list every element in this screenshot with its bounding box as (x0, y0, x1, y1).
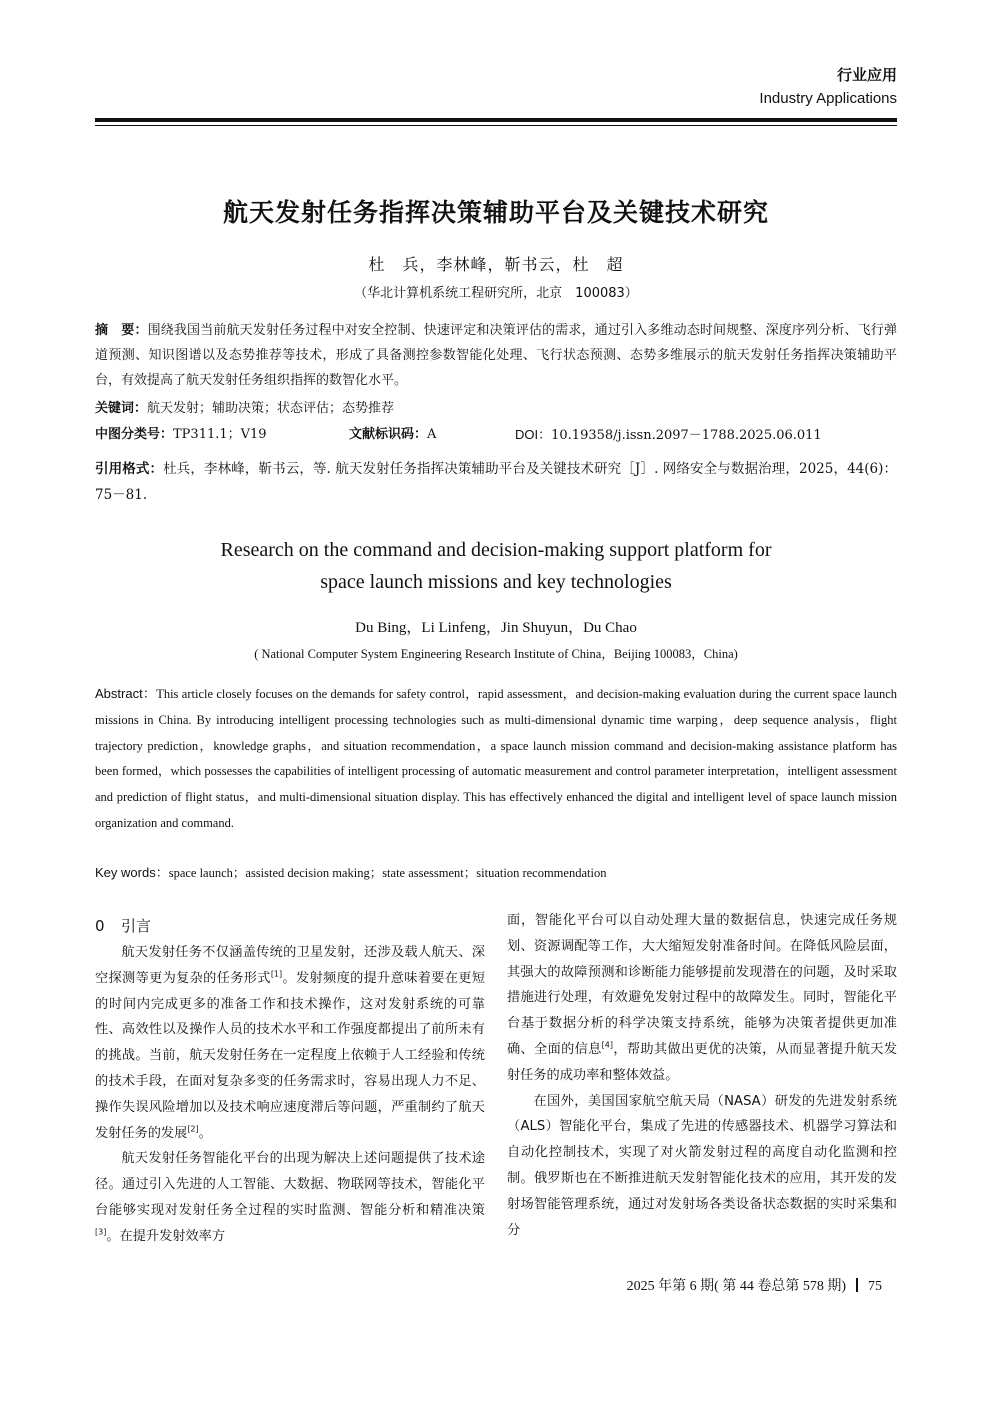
citation-label: 引用格式： (95, 461, 164, 477)
paper-title-cn: 航天发射任务指挥决策辅助平台及关键技术研究 (222, 198, 769, 227)
citation (95, 456, 897, 508)
header-rule-thin (95, 125, 897, 126)
journal-section-en: Industry Applications (759, 90, 897, 107)
page-footer (627, 1275, 882, 1295)
text-run: 航天发射任务不仅涵盖传统的卫星发射，还涉及载人航天、深空探测等更为复杂的任务形式 (95, 945, 485, 986)
clc-code (95, 422, 267, 447)
citation-ref: [1] (270, 969, 283, 979)
issue-info: 2025 年第 6 期( 第 44 卷总第 578 期) (626, 1279, 846, 1294)
citation-ref: [2] (187, 1124, 199, 1134)
doc-label: 文献标识码： (349, 427, 428, 442)
text-run: 面，智能化平台可以自动处理大量的数据信息，快速完成任务规划、资源调配等工作，大大缩短发射准备时间。在降低风险层面，其强大的故障预测和诊断能力能够提前发现潜在的问题，及时采取措施进行处理，有效避免发射过程中的故障发生。同时，智能化平台基于数据分析的科学决策支持系统，能够为决策者提供更加准确、全面的信息 (507, 913, 897, 1057)
classification-row (95, 422, 897, 447)
doi (515, 422, 822, 448)
keywords-cn-text: 航天发射；辅助决策；状态评估；态势推荐 (147, 401, 395, 416)
paper-title-en-line2: space launch missions and key technologies (320, 571, 672, 593)
authors-en: Du Bing，Li Linfeng，Jin Shuyun，Du Chao (355, 620, 637, 636)
citation-ref: [4] (601, 1040, 614, 1050)
header-rule-thick (95, 118, 897, 122)
paper-title-en-line1: Research on the command and decision-making support platform for (220, 539, 772, 561)
body-paragraph (507, 908, 897, 1089)
abstract-cn-text: 围绕我国当前航天发射任务过程中对安全控制、快速评定和决策评估的需求，通过引入多维动态时间规整、深度序列分析、飞行弹道预测、知识图谱以及态势推荐等技术，形成了具备测控参数智能化处理、飞行状态预测、态势多维展示的航天发射任务指挥决策辅助平台，有效提高了航天发射任务组织指挥的数智化水平。 (95, 323, 897, 388)
keywords-cn (95, 396, 897, 421)
doc-value: A (427, 427, 437, 442)
text-run: 。发射频度的提升意味着要在更短的时间内完成更多的准备工作和技术操作，这对发射系统的可靠性、高效性以及操作人员的技术水平和工作强度都提出了前所未有的挑战。当前，航天发射任务在一定程度上依赖于人工经验和传统的技术手段，在面对复杂多变的任务需求时，容易出现人力不足、操作失误风险增加以及技术响应速度滞后等问题，严重制约了航天发射任务的发展 (95, 970, 486, 1141)
citation-text: 杜兵，李林峰，靳书云，等. 航天发射任务指挥决策辅助平台及关键技术研究［J］. 网络安全与数据治理，2025，44(6)：75－81. (95, 461, 898, 503)
affiliation-cn: （华北计算机系统工程研究所，北京 100083） (354, 286, 638, 301)
text-run: 在国外，美国国家航空航天局（NASA）研发的先进发射系统（ALS）智能化平台，集成了先进的传感器技术、机器学习算法和自动化控制技术，实现了对火箭发射过程的高度自动化监测和控制。俄罗斯也在不断推进航天发射智能化技术的应用，其开发的发射场智能管理系统，通过对发射场各类设备状态数据的实时采集和分 (507, 1093, 897, 1238)
body-paragraph (95, 940, 485, 1146)
body-column-left (95, 912, 485, 1250)
keywords-cn-label: 关键词： (95, 401, 148, 416)
text-run: 航天发射任务智能化平台的出现为解决上述问题提供了技术途径。通过引入先进的人工智能、大数据、物联网等技术，智能化平台能够实现对发射任务全过程的实时监测、智能分析和精准决策 (95, 1151, 485, 1218)
body-paragraph (95, 1146, 485, 1249)
doc-code (349, 422, 436, 447)
doi-label: DOI： (515, 427, 552, 442)
clc-value: TP311.1；V19 (173, 427, 267, 442)
text-run: 。在提升发射效率方 (106, 1228, 226, 1244)
section-title: 引言 (121, 917, 152, 935)
text-run: ，帮助其做出更优的决策，从而显著提升航天发射任务的成功率和整体效益。 (507, 1041, 898, 1083)
abstract-cn (95, 318, 897, 393)
keywords-en-label: Key words： (95, 865, 169, 880)
body-column-right (507, 908, 897, 1243)
abstract-cn-label: 摘 要： (95, 323, 148, 338)
abstract-en-label: Abstract： (95, 686, 157, 701)
doi-value: 10.19358/j.issn.2097－1788.2025.06.011 (551, 428, 822, 443)
journal-section-cn: 行业应用 (836, 66, 897, 84)
text-run: 。 (198, 1125, 212, 1141)
keywords-en-text: space launch；assisted decision making；state assessment；situation recommendation (168, 866, 607, 880)
abstract-en-text: This article closely focuses on the demands for safety control，rapid assessment，and decision-making evaluation during the current space launch missions in China. By introducing intelligent processing technologies such as multi-dimensional dynamic time warping，deep sequence analysis，flight trajectory prediction，knowledge graphs，and situation recommendation，a space launch mission command and decision-making assistance platform has been formed，which possesses the capabilities of intelligent processing of automatic measurement and control parameter interpretation，intelligent assessment and prediction of flight status，and multi-dimensional situation display. This has effectively enhanced the digital and intelligent level of space launch mission organization and command. (95, 687, 897, 830)
body-paragraph (507, 1089, 897, 1244)
section-number: 0 (95, 917, 105, 935)
clc-label: 中图分类号： (95, 427, 174, 442)
paper-title-en (95, 534, 897, 598)
keywords-en (95, 860, 897, 886)
page-number: 75 (868, 1279, 882, 1294)
abstract-en (95, 681, 897, 837)
section-heading-intro (95, 912, 485, 940)
authors-cn: 杜 兵，李林峰，靳书云，杜 超 (368, 255, 624, 274)
affiliation-en: ( National Computer System Engineering Research Institute of China，Beijing 100083，China) (254, 647, 738, 661)
footer-separator (856, 1278, 858, 1292)
citation-ref: [3] (95, 1227, 107, 1237)
